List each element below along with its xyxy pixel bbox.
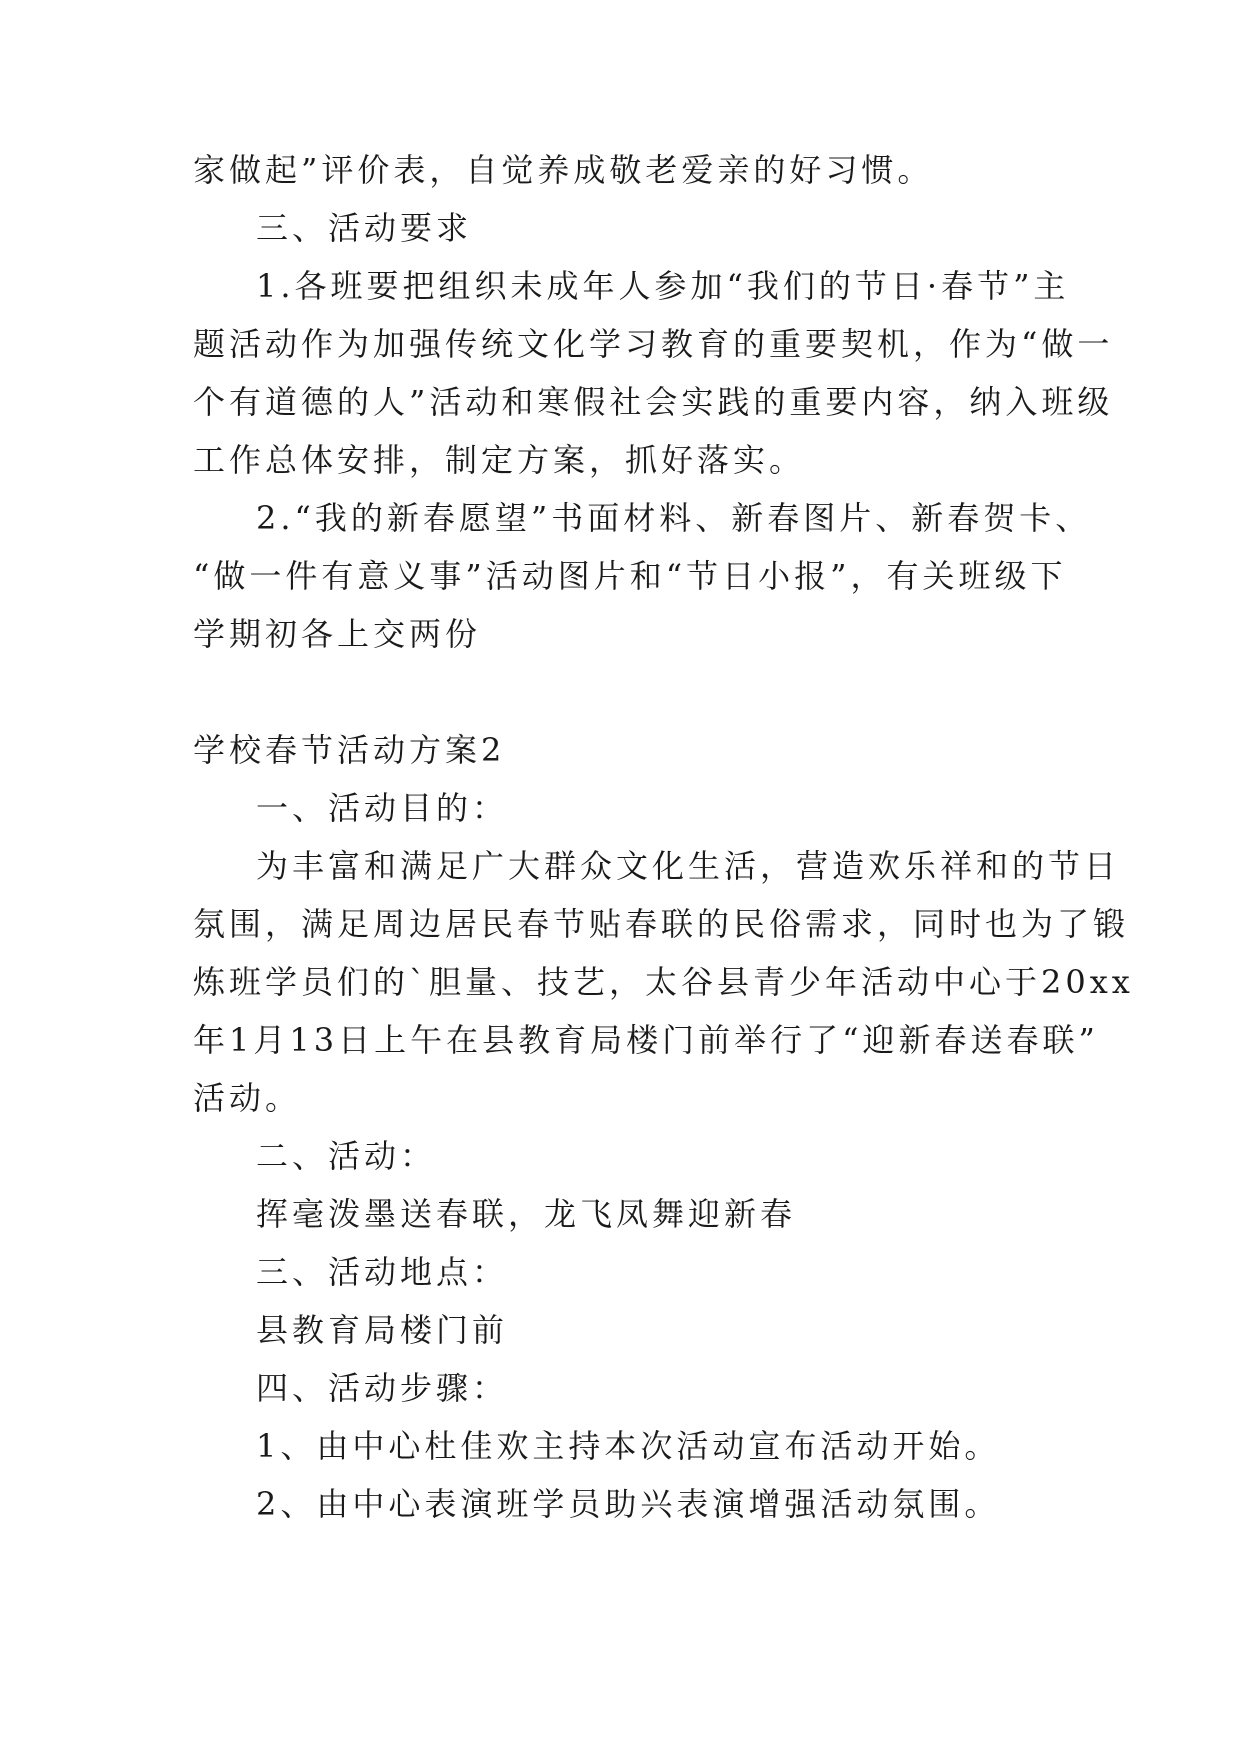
paragraph-line: 2、由中心表演班学员助兴表演增强活动氛围。: [256, 1485, 1001, 1523]
document-title: 学校春节活动方案2: [193, 731, 506, 769]
section-heading: 四、活动步骤：: [256, 1369, 509, 1407]
paragraph-line: 县教育局楼门前: [256, 1311, 509, 1349]
paragraph-line: 挥毫泼墨送春联，龙飞凤舞迎新春: [256, 1195, 797, 1233]
paragraph-line: 1、由中心杜佳欢主持本次活动宣布活动开始。: [256, 1427, 1001, 1465]
paragraph-line: 为丰富和满足广大群众文化生活，营造欢乐祥和的节日: [256, 847, 1121, 885]
paragraph-line: 个有道德的人”活动和寒假社会实践的重要内容，纳入班级: [193, 383, 1114, 421]
paragraph-line: 学期初各上交两份: [193, 615, 482, 653]
section-heading: 一、活动目的：: [256, 789, 509, 827]
section-heading: 二、活动：: [256, 1137, 437, 1175]
paragraph-line: “做一件有意义事”活动图片和“节日小报”，有关班级下: [193, 557, 1067, 595]
paragraph-line: 1.各班要把组织未成年人参加“我们的节日·春节”主: [256, 267, 1070, 305]
paragraph-line: 2.“我的新春愿望”书面材料、新春图片、新春贺卡、: [256, 499, 1092, 537]
section-heading: 三、活动要求: [256, 209, 473, 247]
paragraph-line: 题活动作为加强传统文化学习教育的重要契机，作为“做一: [193, 325, 1114, 363]
paragraph-line: 年1月13日上午在县教育局楼门前举行了“迎新春送春联”: [193, 1021, 1099, 1059]
paragraph-line: 活动。: [193, 1079, 302, 1117]
section-heading: 三、活动地点：: [256, 1253, 509, 1291]
paragraph-line: 家做起”评价表，自觉养成敬老爱亲的好习惯。: [193, 151, 934, 189]
paragraph-line: 氛围，满足周边居民春节贴春联的民俗需求，同时也为了锻: [193, 905, 1130, 943]
paragraph-line: 工作总体安排，制定方案，抓好落实。: [193, 441, 806, 479]
paragraph-line: 炼班学员们的`胆量、技艺，太谷县青少年活动中心于20xx: [193, 963, 1134, 1001]
